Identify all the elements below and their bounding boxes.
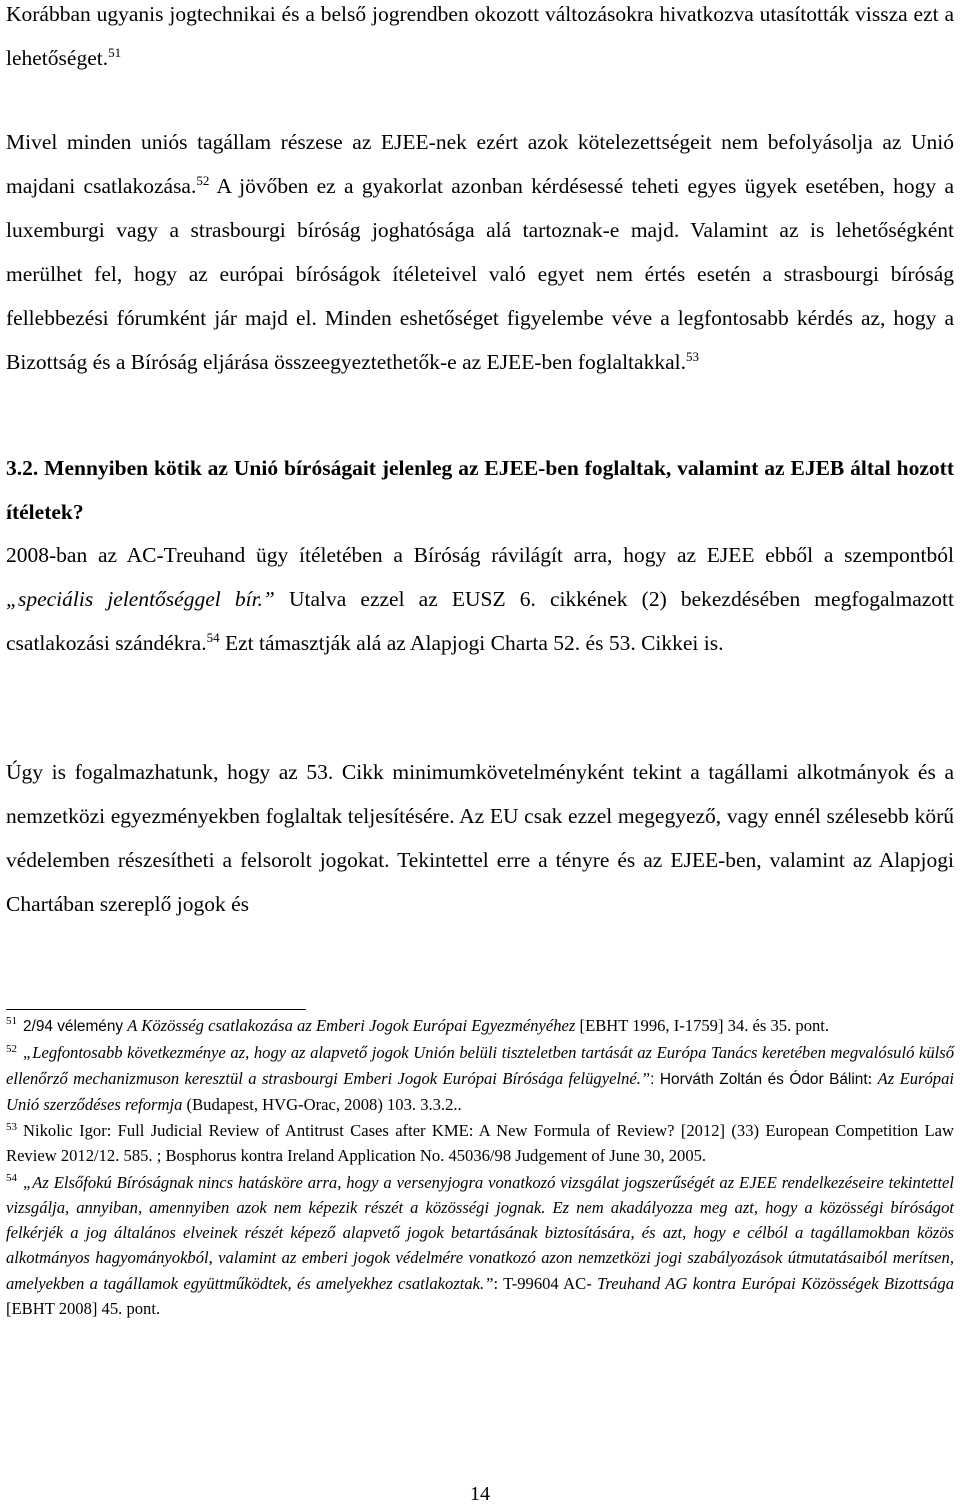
footnote-text: : [867, 1068, 873, 1088]
footnote-53 [6, 1118, 954, 1168]
footnote-ref-51[interactable]: 51 [108, 44, 122, 60]
footnote-number: 54 [6, 1172, 17, 1185]
footnote-54 [6, 1170, 954, 1321]
footnote-text: (Budapest, HVG-Orac, 2008) 103. 3.3.2.. [186, 1094, 462, 1114]
paragraph-text: 2008-ban az AC-Treuhand ügy ítéletében a Bíróság rávilágít arra, hogy az EJEE ebből a szempontból [6, 543, 954, 567]
italic-quote: „speciális jelentőséggel bír.” [6, 587, 275, 611]
paragraph-1 [6, 0, 954, 80]
footnote-51 [6, 1013, 954, 1039]
footnote-text: : T-99604 AC- [493, 1273, 592, 1293]
footnote-italic: „Legfontosabb következménye az, hogy az alapvető jogok Unión belüli tiszteletben tartását az Európa Tanács keretében megvalósuló külső ellenőrző mechanizmuson keresztül a strasbourgi Emberi Jogok Európai Bírósága felügyelné.” [6, 1043, 954, 1088]
paragraph-text: Utalva ezzel az EUSZ 6. cikkének (2) bekezdésében megfogalmazott csatlakozási szándékra. [6, 587, 955, 655]
footnote-number: 53 [6, 1120, 17, 1133]
footnote-number: 52 [6, 1042, 17, 1055]
paragraph-2 [6, 120, 954, 384]
footnote-italic: Az Európai Unió szerződéses reformja [6, 1068, 954, 1114]
paragraph-text: Mivel minden uniós tagállam részese az EJEE-nek ezért azok kötelezettségeit nem befolyásolja az Unió majdani csatlakozása. [6, 130, 954, 198]
footnotes [6, 1013, 954, 1322]
footnote-text: Nikolic Igor: Full Judicial Review of Antitrust Cases after KME: A New Formula of Review? [2012] (33) European Competition Law Review 2012/12. 585. ; Bosphorus kontra Ireland Application No. 45036/98 Judgement of June 30, 2005. [6, 1121, 954, 1166]
paragraph-text: Korábban ugyanis jogtechnikai és a belső jogrendben okozott változásokra hivatkozva utasították vissza ezt a lehetőséget. [6, 2, 954, 70]
footnote-ref-52[interactable]: 52 [196, 172, 210, 188]
footnote-text: [EBHT 2008] 45. pont. [6, 1298, 161, 1318]
paragraph-text: Úgy is fogalmazhatunk, hogy az 53. Cikk minimumkövetelményként tekint a tagállami alkotmányok és a nemzetközi egyezményekben foglaltak teljesítésére. Az EU csak ezzel megegyező, vagy ennél szélesebb körű védelemben részesítheti a felsorolt jogokat. Tekintettel erre a tényre és az EJEE-ben, valamint az Alapjogi Chartában szereplő jogok és [6, 760, 954, 916]
footnote-italic: „Az Elsőfokú Bíróságnak nincs hatásköre arra, hogy a versenyjogra vonatkozó vizsgálat jogszerűségét az EJEE rendelkezéseire tekintettel vizsgálja, annyiban, amennyiben azok nem képezik részét a közösségi jognak. Ez nem akadályozza meg azt, hogy a közösségi bíróságot felkérjék a jog általános elveinek részét képező alapvető jogok betartásának biztosítására, és azt, hogy e célból a tagállamokban közös alkotmányos hagyományokból, valamint az emberi jogok védelmére vonatkozó azon nemzetközi jogi szabályozások útmutatásaiból merítsen, amelyekben a tagállamok együttműködtek, és amelyekhez csatlakoztak.” [6, 1172, 954, 1293]
footnote-ref-53[interactable]: 53 [685, 348, 699, 364]
page-number: 14 [470, 1483, 490, 1505]
footnote-separator [6, 1009, 306, 1010]
footnote-52 [6, 1040, 954, 1117]
footnote-italic: Treuhand AG kontra Európai Közösségek Bizottsága [597, 1273, 954, 1293]
footnote-text: 2/94 vélemény [23, 1018, 124, 1035]
footnote-italic: A Közösség csatlakozása az Emberi Jogok Európai Egyezményéhez [127, 1016, 576, 1035]
paragraph-text: A jövőben ez a gyakorlat azonban kérdésessé teheti egyes ügyek esetében, hogy a luxemburgi vagy a strasbourgi bíróság joghatósága alá tartoznak-e majd. Valamint az is lehetőségként merülhet fel, hogy az európai bíróságok ítéleteivel való egyet nem értés esetén a strasbourgi bíróság fellebbezési fórumként jár majd el. Minden eshetőséget figyelembe véve a legfontosabb kérdés az, hogy a Bizottság és a Bíróság eljárása összeegyeztethetők-e az EJEE-ben foglaltakkal. [6, 174, 954, 374]
footnote-ref-54[interactable]: 54 [206, 629, 220, 645]
footnote-number: 51 [6, 1015, 17, 1028]
paragraph-4 [6, 750, 954, 926]
paragraph-text: Ezt támasztják alá az Alapjogi Charta 52. és 53. Cikkei is. [224, 631, 724, 655]
footnote-text: [EBHT 1996, I-1759] 34. és 35. pont. [579, 1016, 830, 1035]
paragraph-3 [6, 533, 954, 665]
footnote-author: : Horváth Zoltán és Ódor Bálint [650, 1070, 868, 1088]
section-heading: 3.2. Mennyiben kötik az Unió bíróságait jelenleg az EJEE-ben foglaltak, valamint az EJEB által hozott ítéletek? [6, 456, 954, 524]
